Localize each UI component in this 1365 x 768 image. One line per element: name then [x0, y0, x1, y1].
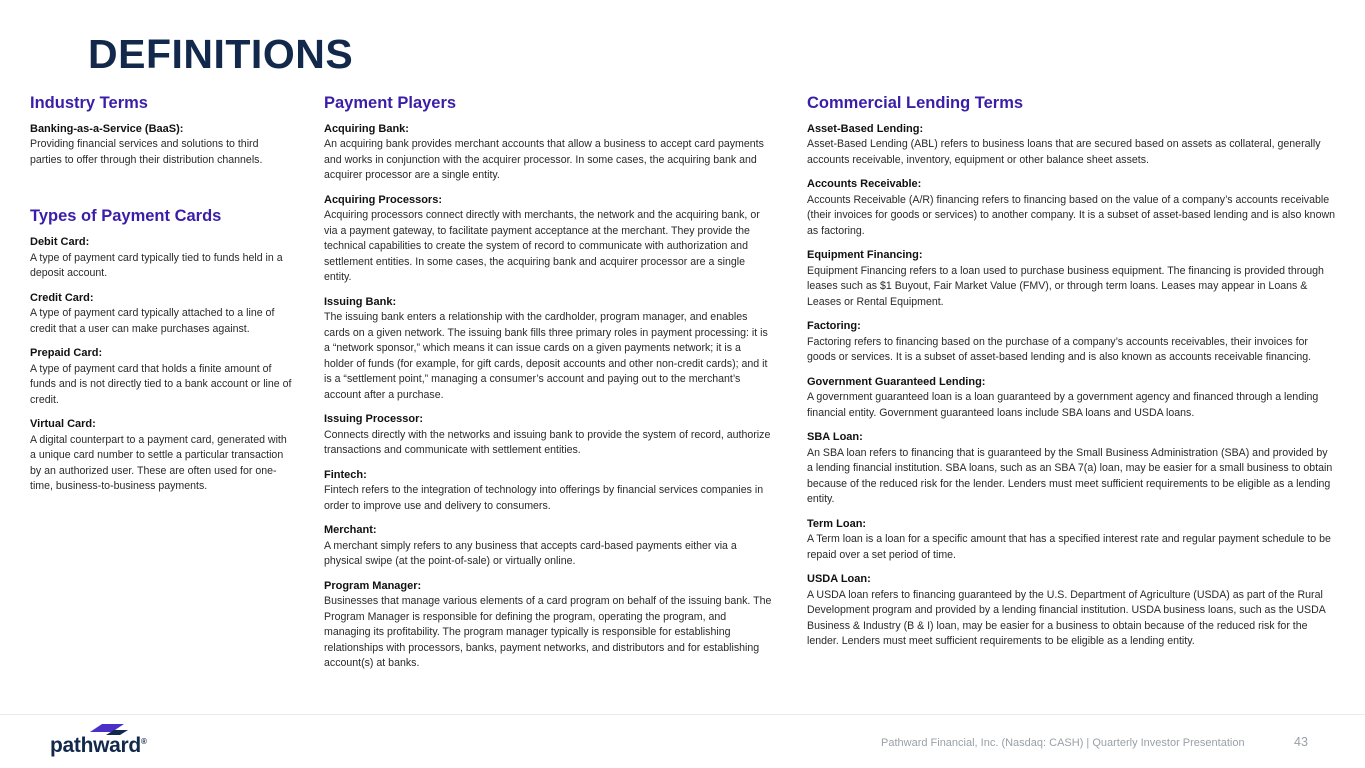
- term-fintech: [324, 468, 772, 515]
- term-definition: Fintech refers to the integration of technology into offerings by financial services companies in order to improve use and delivery to consumers.: [324, 484, 764, 512]
- payment-cards-heading: Types of Payment Cards: [30, 207, 222, 226]
- term-virtual-card: [30, 417, 292, 495]
- left-column: [30, 94, 292, 504]
- term-definition: An SBA loan refers to financing that is guaranteed by the Small Business Administration (SBA) and provided by a lending financial institution. SBA loans, such as an SBA 7(a) loan, may be easier for a small business to obtain because of the reduced risk for the lender. Lenders must meet sufficient requirements to be eligible as a lending entity.: [807, 446, 1333, 506]
- term-name: SBA Loan:: [807, 431, 863, 444]
- term-definition: A merchant simply refers to any business that accepts card-based payments either via a physical swipe (at the point-of-sale) or virtually online.: [324, 539, 737, 568]
- term-definition: A type of payment card typically tied to funds held in a deposit account.: [30, 251, 283, 280]
- term-definition: A USDA loan refers to financing guaranteed by the U.S. Department of Agriculture (USDA) as part of the Rural Development program and provided by a lending financial institution. USDA business loans, such as the USDA Business & Industry (B & I) loan, may be easier for a business to obtain because of the reduced risk for the lender. Lenders must meet sufficient requirements to be eligible as a lending entity.: [807, 588, 1326, 648]
- term-name: Merchant:: [324, 524, 377, 537]
- term-definition: Businesses that manage various elements of a card program on behalf of the issuing bank. The Program Manager is responsible for defining the program, operating the program, and managing its profitability. The program manager typically is responsible for establishing relationships with processors, banks, payment networks, and distributors and for establishing account(s) at banks.: [324, 595, 772, 670]
- term-debit-card: [30, 235, 292, 282]
- footer-caption: Pathward Financial, Inc. (Nasdaq: CASH) | Quarterly Investor Presentation: [881, 737, 1245, 749]
- term-asset-based-lending: [807, 122, 1335, 169]
- page-title: DEFINITIONS: [88, 31, 354, 77]
- term-name: Debit Card:: [30, 236, 90, 249]
- term-definition: A type of payment card that holds a finite amount of funds and is not directly tied to a bank account or line of credit.: [30, 362, 292, 406]
- term-definition: Connects directly with the networks and issuing bank to provide the system of record, authorize transactions and communicate with settlement entities.: [324, 428, 771, 457]
- term-name: Issuing Bank:: [324, 295, 397, 308]
- term-name: Credit Card:: [30, 291, 94, 304]
- term-name: Government Guaranteed Lending:: [807, 375, 986, 388]
- term-definition: Providing financial services and solutions to third parties to offer through their distribution channels.: [30, 138, 263, 166]
- term-accounts-receivable: [807, 177, 1335, 239]
- term-name: Banking-as-a-Service (BaaS):: [30, 122, 184, 135]
- term-government-guaranteed-lending: [807, 375, 1335, 422]
- term-merchant: [324, 523, 772, 570]
- term-definition: A digital counterpart to a payment card, generated with a unique card number to settle a particular transaction by an authorized user. These are often used for one-time, business-to-business payments.: [30, 433, 287, 493]
- term-definition: A type of payment card typically attached to a line of credit that a user can make purchases against.: [30, 307, 275, 335]
- term-definition: The issuing bank enters a relationship with the cardholder, program manager, and enables cards on a given network. The issuing bank fills three primary roles in payment processing: it is a “network sponsor,” which means it can issue cards on a given payments network; it is a holder of funds (for example, for gift cards, deposit accounts and other non-credit cards); and it is a “settlement point,” managing a consumer’s account and paying out to the merchant’s account after a purchase.: [324, 311, 768, 401]
- term-name: Factoring:: [807, 320, 861, 333]
- term-equipment-financing: [807, 248, 1335, 310]
- term-name: Fintech:: [324, 468, 367, 481]
- term-name: Acquiring Bank:: [324, 122, 409, 135]
- term-definition: Accounts Receivable (A/R) financing refers to financing based on the value of a company’s accounts receivable (their invoices for goods or services) to another company. It is a subset of asset-based lending and is also known as factoring.: [807, 193, 1336, 237]
- term-name: Virtual Card:: [30, 418, 96, 431]
- term-name: USDA Loan:: [807, 573, 871, 586]
- industry-terms-heading: Industry Terms: [30, 94, 148, 112]
- term-name: Equipment Financing:: [807, 249, 923, 262]
- term-acquiring-processors: [324, 193, 772, 286]
- term-definition: Equipment Financing refers to a loan used to purchase business equipment. The financing is provided through leases such as $1 Buyout, Fair Market Value (FMV), or through term loans. Leases may appear in Loans & Leases or Rental Equipment.: [807, 264, 1324, 308]
- term-definition: A government guaranteed loan is a loan guaranteed by a government agency and financed through a lending financial entity. Government guaranteed loans include SBA loans and USDA loans.: [807, 391, 1319, 419]
- term-issuing-processor: [324, 412, 772, 459]
- term-prepaid-card: [30, 346, 292, 408]
- term-program-manager: [324, 579, 772, 672]
- term-definition: Acquiring processors connect directly with merchants, the network and the acquiring bank, or via a payment gateway, to facilitate payment acceptance at the merchant. They provide the technical capabilities to create the system of record to communicate with authorization and settlement entities. In some cases, the acquiring bank and acquirer processor are a single entity.: [324, 209, 760, 284]
- term-baas: [30, 122, 292, 169]
- term-name: Program Manager:: [324, 579, 422, 592]
- logo-wordmark: pathward®: [50, 734, 147, 757]
- term-definition: An acquiring bank provides merchant accounts that allow a business to accept card payments and works in conjunction with the acquirer processor. In some cases, the acquiring bank and acquirer processor are a single entity.: [324, 138, 764, 182]
- term-name: Issuing Processor:: [324, 413, 424, 426]
- term-usda-loan: [807, 572, 1335, 650]
- pathward-logo: [50, 722, 160, 762]
- term-acquiring-bank: [324, 122, 772, 184]
- page-number: 43: [1294, 735, 1308, 749]
- term-name: Prepaid Card:: [30, 347, 103, 360]
- payment-players-heading: Payment Players: [324, 94, 457, 112]
- term-issuing-bank: [324, 295, 772, 404]
- footer-divider: [0, 714, 1365, 715]
- middle-column: [324, 94, 772, 681]
- term-factoring: [807, 319, 1335, 366]
- term-definition: Asset-Based Lending (ABL) refers to business loans that are secured based on assets as collateral, generally accounts receivable, inventory, equipment or other balance sheet assets.: [807, 138, 1321, 166]
- term-name: Term Loan:: [807, 517, 867, 530]
- term-name: Accounts Receivable:: [807, 178, 922, 191]
- right-column: [807, 94, 1335, 659]
- term-term-loan: [807, 517, 1335, 564]
- term-credit-card: [30, 291, 292, 338]
- term-name: Asset-Based Lending:: [807, 122, 924, 135]
- commercial-lending-heading: Commercial Lending Terms: [807, 94, 1024, 112]
- term-sba-loan: [807, 430, 1335, 508]
- term-name: Acquiring Processors:: [324, 193, 442, 206]
- term-definition: Factoring refers to financing based on the purchase of a company’s accounts receivables, their invoices for goods or services. It is a subset of asset-based lending and is also known as accounts receivable financing.: [807, 335, 1312, 364]
- term-definition: A Term loan is a loan for a specific amount that has a specified interest rate and regular payment schedule to be repaid over a set period of time.: [807, 533, 1331, 561]
